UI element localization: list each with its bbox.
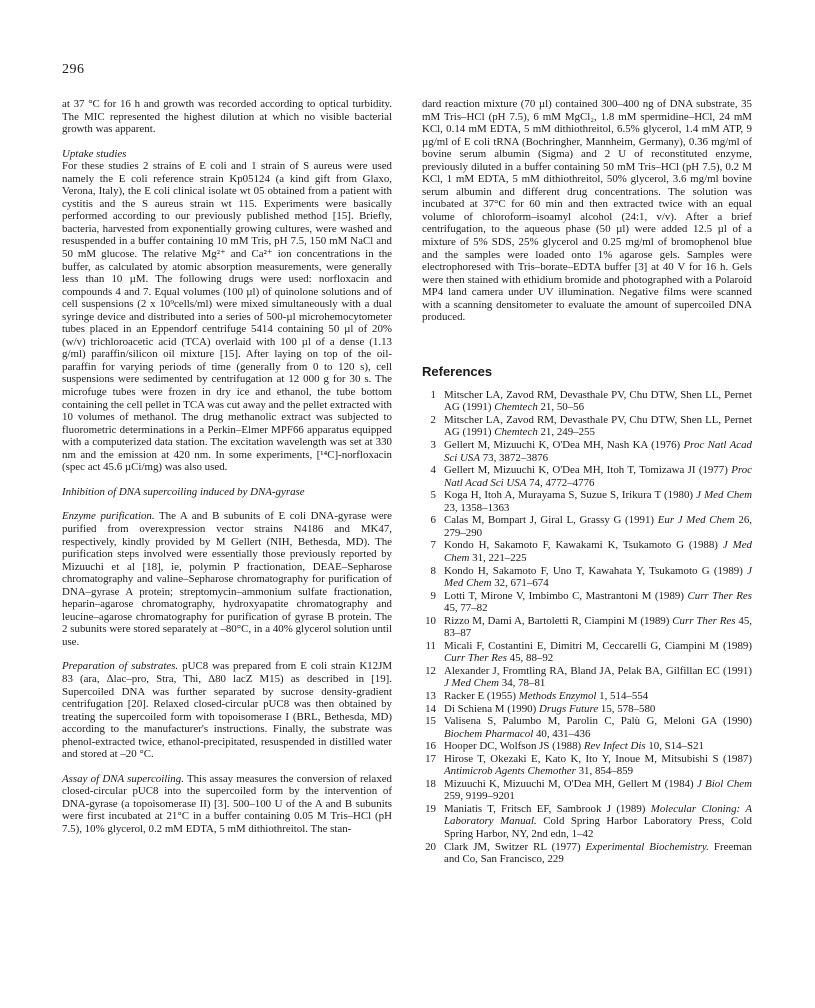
reference-item (422, 690, 752, 703)
reference-item (422, 703, 752, 716)
enzyme-paragraph (62, 510, 392, 648)
reference-journal: Rev Infect Dis (583, 740, 646, 753)
assay-text: This assay measures the conversion of relaxed closed-circular pUC8 into the supercoiled form by the intervention of DNA-gyrase (a topoisomerase II) [3]. 500–100 U of the A and B subunits were first incubated at 21°C in a buffer containing 0.05 M Tris–HCl (pH 7.5), 10% glycerol, 0.2 mM EDTA, 5 mM dithiothreitol. The stan- (62, 772, 392, 835)
reference-authors: Mitscher LA, Zavod RM, Devasthale PV, Chu DTW, Shen LL, Pernet AG (1991) (444, 413, 752, 439)
reference-number: 17 (425, 752, 436, 765)
reference-details: 45, 77–82 (444, 602, 488, 615)
reference-authors: Hirose T, Okezaki E, Kato K, Ito Y, Inoue M, Mitsubishi S (1987) (444, 752, 752, 765)
reference-journal: Chemtech (494, 401, 538, 414)
reference-authors: Clark JM, Switzer RL (1977) (444, 840, 586, 853)
reference-number: 10 (425, 614, 436, 627)
reference-item (422, 740, 752, 753)
reference-number: 18 (425, 777, 436, 790)
reference-authors: Di Schiena M (1990) (444, 702, 539, 715)
reference-authors: Kondo H, Sakamoto F, Kawakami K, Tsukamoto G (1988) (444, 539, 723, 552)
reference-details: 26, 279–290 (444, 514, 752, 539)
reference-authors: Hooper DC, Wolfson JS (1988) (444, 740, 584, 753)
uptake-heading: Uptake studies (62, 147, 127, 160)
reference-journal: Experimental Biochemistry. (585, 840, 709, 853)
reference-journal: J Med Chem (696, 489, 752, 502)
reference-journal: Chemtech (494, 426, 538, 439)
reference-journal: Proc Natl Acad Sci USA (444, 439, 752, 464)
reference-number: 7 (430, 539, 436, 552)
reference-authors: Racker E (1955) (444, 689, 519, 702)
left-column (62, 98, 392, 836)
reference-number: 14 (425, 702, 436, 715)
reference-details: 40, 431–436 (533, 727, 591, 740)
reference-number: 12 (425, 664, 436, 677)
reference-number: 5 (430, 489, 436, 502)
reference-details: 32, 671–674 (491, 577, 549, 590)
prep-paragraph (62, 660, 392, 760)
reference-journal: J Med Chem (444, 564, 752, 590)
prep-text: pUC8 was prepared from E coli strain K12JM 83 (ara, Δlac–pro, Stra, Thi, Δ80 lacZ M15) as described in [19]. Supercoiled DNA was further separated by sucrose density-gradient centrifugation [20]. Relaxed closed-circular pUC8 was then obtained by treating the supercoiled form with topoisomerase I (BRL, Bethesda, MD) according to the manufacturer's instructions. Finally, the substrate was phenol-extracted twice, ethanol-precipitated, resuspended in distilled water and stored at –20 °C. (62, 660, 392, 761)
reference-number: 20 (425, 840, 436, 853)
reference-authors: Valisena S, Palumbo M, Parolin C, Palù G, Meloni GA (1990) (444, 715, 752, 728)
reference-details: 15, 578–580 (598, 702, 656, 715)
reference-journal: Proc Natl Acad Sci USA (444, 464, 752, 489)
reference-authors: Alexander J, Fromtling RA, Bland JA, Pelak BA, Gilfillan EC (1991) (444, 664, 752, 677)
reference-details: 74, 4772–4776 (526, 476, 595, 489)
reference-authors: Micali F, Costantini E, Dimitri M, Ceccarelli G, Ciampini M (1989) (444, 639, 752, 652)
reference-item (422, 665, 752, 690)
right-column (422, 98, 752, 866)
reference-details: 31, 854–859 (575, 765, 634, 778)
reference-number: 6 (430, 514, 436, 527)
reference-number: 3 (430, 439, 436, 452)
reference-journal: Drugs Future (538, 702, 599, 715)
reference-details: 21, 249–255 (537, 426, 595, 439)
reference-authors: Mitscher LA, Zavod RM, Devasthale PV, Chu DTW, Shen LL, Pernet AG (1991) (444, 388, 752, 414)
reference-journal: Biochem Pharmacol (444, 727, 534, 740)
assay-lead: Assay of DNA supercoiling. (62, 772, 184, 785)
reference-item (422, 565, 752, 590)
reference-details: 10, S14–S21 (645, 740, 704, 753)
reference-item (422, 539, 752, 564)
reference-item (422, 841, 752, 866)
reference-details: 259, 9199–9201 (444, 790, 515, 803)
reference-details: 45, 88–92 (506, 652, 554, 665)
assay-paragraph (62, 773, 392, 836)
reference-number: 16 (425, 740, 436, 753)
reference-number: 1 (430, 388, 436, 401)
reference-number: 4 (430, 464, 436, 477)
reference-authors: Rizzo M, Dami A, Bartoletti R, Ciampini M (1989) (444, 614, 673, 627)
uptake-paragraph: For these studies 2 strains of E coli and 1 strain of S aureus were used namely the E coli reference strain Kp05124 (a kind gift from Glaxo, Verona, Italy), the E coli clinical isolate wt 05 obtained from a patient with cystitis and the S aureus strain wt 115. Experiments were basically performed according to our previously published method [15]. Briefly, bacteria, harvested from exponentially growing cultures, were washed and resuspended in a buffer containing 10 mM Tris, pH 7.5, 150 mM NaCl and 50 mM glucose. The relative Mg²⁺ and Ca²⁺ ion concentrations in the buffer, as calculated by atomic absorption measurements, were generally less than 10 µM. The following drugs were used: norfloxacin and compounds 4 and 7. Equal volumes (100 µl) of quinolone solutions and of cell suspensions (2 x 10⁹cells/ml) were mixed simultaneously with a dual syringe device and distributed into a series of 500-µl microhemocytometer tubes placed in an Eppendorf centrifuge 5414 containing 50 µl of 20% (w/v) trichloroacetic acid (TCA) overlaid with 100 µl of a dense (1.13 g/ml) paraffin/silicon oil mixture [15]. After laying on top of the oil-paraffin for varying periods of time (generally from 0 to 120 s), cell suspensions were sedimented by centrifugation at 12 000 g for 30 s. The microfuge tubes were frozen in dry ice and ethanol, the tube bottom containing the cell pellet in TCA was cut away and the pellet extracted with 10 volumes of methanol. The drug methanolic extract was subjected to fluorometric determinations in a Perkin–Elmer MPF66 apparatus equipped with a computerized data station. The excitation wavelength was set at 330 nm and the emission at 420 nm. In some experiments, [¹⁴C]-norfloxacin (spec act 45.6 µCi/mg) was also used. (62, 160, 392, 474)
prep-lead: Preparation of substrates. (62, 660, 179, 673)
reference-journal: Curr Ther Res (687, 589, 752, 602)
reference-number: 11 (425, 639, 436, 652)
reference-item (422, 615, 752, 640)
reference-item (422, 640, 752, 665)
reference-authors: Koga H, Itoh A, Murayama S, Suzue S, Irikura T (1980) (444, 489, 697, 502)
mic-paragraph: at 37 °C for 16 h and growth was recorded according to optical turbidity. The MIC represented the highest dilution at which no visible bacterial growth was apparent. (62, 98, 392, 136)
reference-details: 1, 514–554 (596, 689, 649, 702)
reference-item (422, 414, 752, 439)
reference-number: 15 (425, 715, 436, 728)
reference-details: 21, 50–56 (537, 401, 585, 414)
enzyme-lead: Enzyme purification. (62, 510, 155, 523)
reference-authors: Gellert M, Mizuuchi K, O'Dea MH, Nash KA (1976) (444, 439, 684, 452)
reference-item (422, 514, 752, 539)
page-number: 296 (62, 62, 85, 77)
reference-details: 23, 1358–1363 (444, 501, 510, 514)
enzyme-text: The A and B subunits of E coli DNA-gyrase were purified from overexpression vector strains N4186 and MK47, respectively, kindly provided by M Gellert (NIH, Bethesda, MD). The purification steps involved were essentially those previously reported by Mizuuchi et al [18], ie, polymin P fractionation, DEAE–Sepharose chromatography and valine–Sepharose chromatography for purification of DNA–gyrase A protein; streptomycin–ammonium sulfate fractionation, heparin–agarose chromatography, hydroxyapatite chromatography and leucine–agarose chromatography for purification of gyrase B protein. The 2 subunits were stored separately at –80°C, in a 40% glycerol solution until use. (62, 510, 392, 648)
reference-authors: Calas M, Bompart J, Giral L, Grassy G (1991) (444, 514, 658, 527)
reference-details: 45, 83–87 (444, 614, 753, 640)
reference-item (422, 715, 752, 740)
reference-journal: Antimicrob Agents Chemother (444, 765, 576, 778)
reference-journal: Methods Enzymol (518, 689, 597, 702)
reference-item (422, 803, 752, 841)
references-heading: References (422, 363, 493, 379)
reference-journal: Curr Ther Res (672, 614, 736, 627)
reference-details: Cold Spring Harbor Laboratory Press, Cold Spring Harbor, NY, 2nd edn, 1–42 (444, 815, 752, 840)
reference-journal: Eur J Med Chem (657, 514, 735, 527)
reference-authors: Lotti T, Mirone V, Imbimbo C, Mastrantoni M (1989) (444, 589, 688, 602)
reference-journal: Curr Ther Res (444, 652, 507, 665)
reference-authors: Maniatis T, Fritsch EF, Sambrook J (1989) (444, 802, 651, 815)
reference-details: 34, 78–81 (499, 677, 546, 690)
reference-number: 8 (430, 564, 436, 577)
reference-number: 2 (430, 413, 436, 426)
reference-number: 9 (430, 589, 436, 602)
reference-number: 13 (425, 689, 436, 702)
reference-authors: Gellert M, Mizuuchi K, O'Dea MH, Itoh T, Tomizawa JI (1977) (444, 464, 732, 477)
reference-details: 73, 3872–3876 (480, 451, 549, 464)
reference-item (422, 389, 752, 414)
reference-journal: Molecular Cloning: A Laboratory Manual. (444, 802, 752, 828)
references-list (422, 389, 752, 866)
reference-number: 19 (425, 802, 436, 815)
reference-item (422, 753, 752, 778)
reference-journal: J Med Chem (444, 677, 500, 690)
reference-item (422, 590, 752, 615)
reference-item (422, 439, 752, 464)
reference-details: 31, 221–225 (469, 551, 527, 564)
reaction-paragraph: dard reaction mixture (70 µl) contained 300–400 ng of DNA substrate, 35 mM Tris–HCl (pH 7.5), 6 mM MgCl₂, 1.8 mM spermidine–HCl, 24 mM KCl, 0.14 mM EDTA, 5 mM dithiothreitol, 6.5% glycerol, 1.4 mM ATP, 9 µg/ml of E coli tRNA (Bochringher, Mannheim, Germany), 0.36 mg/ml of bovine serum albumin (Sigma) and 2 U of reconstituted enzyme, previously diluted in a buffer containing 50 mM Tris–HCl (pH 7.5), 0.2 M KCl, 1 mM EDTA, 5 mM dithiothreitol, 50% glycerol, 3.6 mg/ml bovine serum albumin and different drug concentrations. The solution was incubated at 37°C for 60 min and then extracted twice with an equal volume of chloroform–isoamyl alcohol (24:1, v/v). After a brief centrifugation, to the aqueous phase (50 µl) were added 12.5 µl of a mixture of 5% SDS, 25% glycerol and 0.25 mg/ml of bromophenol blue and the samples were loaded onto 1% agarose gels. Samples were electrophoresed with Tris–borate–EDTA buffer [3] at 40 V for 16 h. Gels were then stained with ethidium bromide and photographed with a Polaroid MP4 land camera under UV illumination. Negative films were scanned with a scanning densitometer to evaluate the amount of supercoiled DNA produced. (422, 98, 752, 324)
reference-item (422, 464, 752, 489)
reference-item (422, 489, 752, 514)
reference-authors: Mizuuchi K, Mizuuchi M, O'Dea MH, Gellert M (1984) (444, 777, 697, 790)
inhibition-heading: Inhibition of DNA supercoiling induced by DNA-gyrase (62, 485, 305, 498)
reference-details: Freeman and Co, San Francisco, 229 (444, 840, 752, 866)
reference-journal: J Med Chem (444, 539, 752, 564)
reference-journal: J Biol Chem (696, 777, 753, 790)
reference-authors: Kondo H, Sakamoto F, Uno T, Kawahata Y, Tsukamoto G (1989) (444, 564, 748, 577)
reference-item (422, 778, 752, 803)
